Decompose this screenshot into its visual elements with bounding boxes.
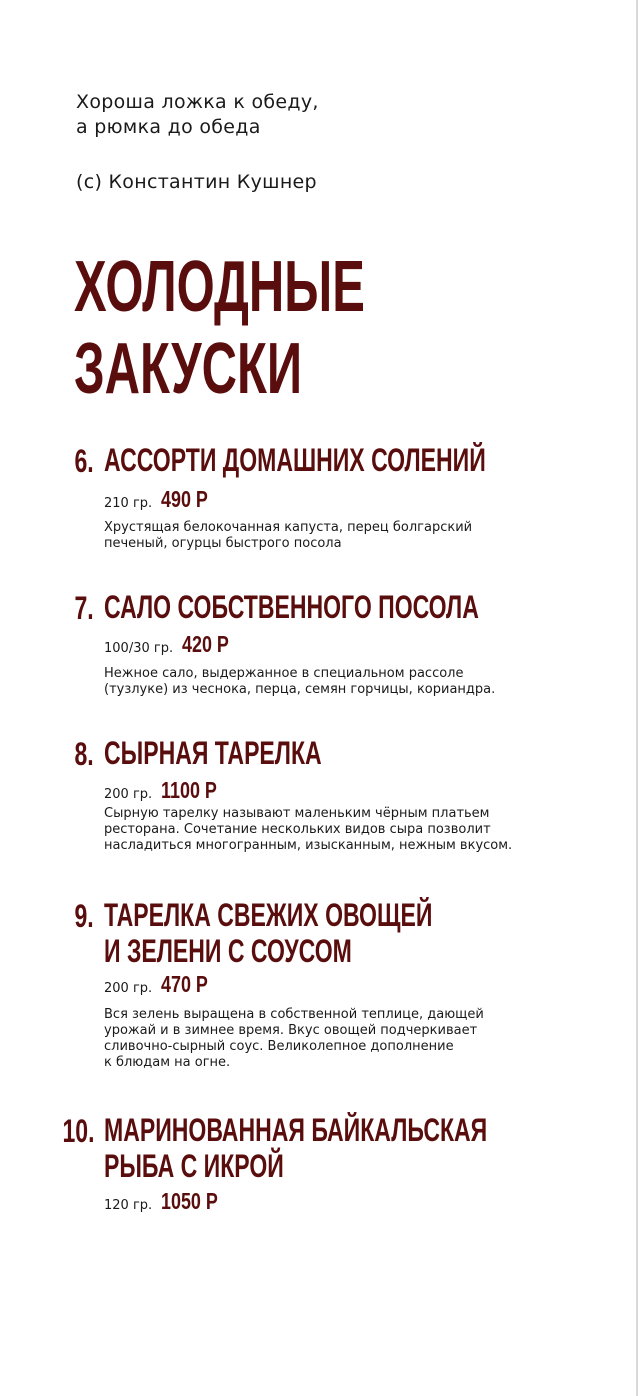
menu-item-price-row xyxy=(104,486,221,513)
menu-item-description: Вся зелень выращена в собственной теплице, дающей урожай и в зимнее время. Вкус овощей подчеркивает сливочно-сырный соус. Великолепное дополнение к блюдам на огне. xyxy=(104,1007,484,1070)
menu-item-number: 6. xyxy=(74,443,94,479)
menu-item-price: 1100 Р xyxy=(161,777,218,803)
menu-item-price: 490 Р xyxy=(161,486,209,512)
menu-item-name: СЫРНАЯ ТАРЕЛКА xyxy=(104,735,322,771)
menu-item xyxy=(0,897,640,1070)
menu-item-price-row xyxy=(104,631,242,658)
menu-item-name: МАРИНОВАННАЯ БАЙКАЛЬСКАЯ РЫБА С ИКРОЙ xyxy=(104,1112,488,1184)
menu-item-header xyxy=(0,897,640,969)
menu-item-price: 1050 Р xyxy=(161,1188,219,1214)
menu-item xyxy=(0,1112,640,1214)
menu-item-weight: 100/30 гр. xyxy=(104,641,174,656)
menu-item xyxy=(0,735,640,853)
menu-item-name: АССОРТИ ДОМАШНИХ СОЛЕНИЙ xyxy=(104,442,486,478)
menu-item-name: ТАРЕЛКА СВЕЖИХ ОВОЩЕЙ И ЗЕЛЕНИ С СОУСОМ xyxy=(104,897,433,969)
menu-item-header xyxy=(0,735,640,773)
section-title: ХОЛОДНЫЕ ЗАКУСКИ xyxy=(74,247,365,409)
menu-item-price-row xyxy=(104,971,221,998)
menu-item-description: Хрустящая белокочанная капуста, перец болгарский печеный, огурцы быстрого посола xyxy=(104,520,473,551)
menu-item xyxy=(0,442,640,551)
epigraph-author: (с) Константин Кушнер xyxy=(76,171,317,193)
menu-item-header xyxy=(0,1112,640,1184)
menu-item-number: 10. xyxy=(61,1113,94,1149)
menu-item-number: 7. xyxy=(74,590,94,626)
menu-item-price-row xyxy=(104,777,233,804)
menu-item-number: 9. xyxy=(74,898,94,934)
epigraph-quote: Хороша ложка к обеду, а рюмка до обеда xyxy=(76,91,319,138)
menu-item-description: Нежное сало, выдержанное в специальном рассоле (тузлуке) из чеснока, перца, семян горчицы, кориандра. xyxy=(104,666,496,697)
menu-item-number: 8. xyxy=(74,736,94,772)
menu-item-description: Сырную тарелку называют маленьким чёрным платьем ресторана. Сочетание нескольких видов сыра позволит насладиться многогранным, изысканным, нежным вкусом. xyxy=(104,806,513,853)
menu-item-weight: 200 гр. xyxy=(104,981,153,996)
menu-item-price-row xyxy=(104,1188,234,1215)
menu-item-price: 470 Р xyxy=(161,971,209,997)
page-edge-divider xyxy=(636,0,638,1396)
menu-item-header xyxy=(0,589,640,627)
menu-item-weight: 200 гр. xyxy=(104,787,153,802)
menu-item-weight: 120 гр. xyxy=(104,1198,153,1213)
menu-item-name: САЛО СОБСТВЕННОГО ПОСОЛА xyxy=(104,589,479,625)
menu-item-header xyxy=(0,442,640,480)
menu-item-weight: 210 гр. xyxy=(104,496,153,511)
menu-item xyxy=(0,589,640,697)
menu-item-price: 420 Р xyxy=(182,631,230,657)
